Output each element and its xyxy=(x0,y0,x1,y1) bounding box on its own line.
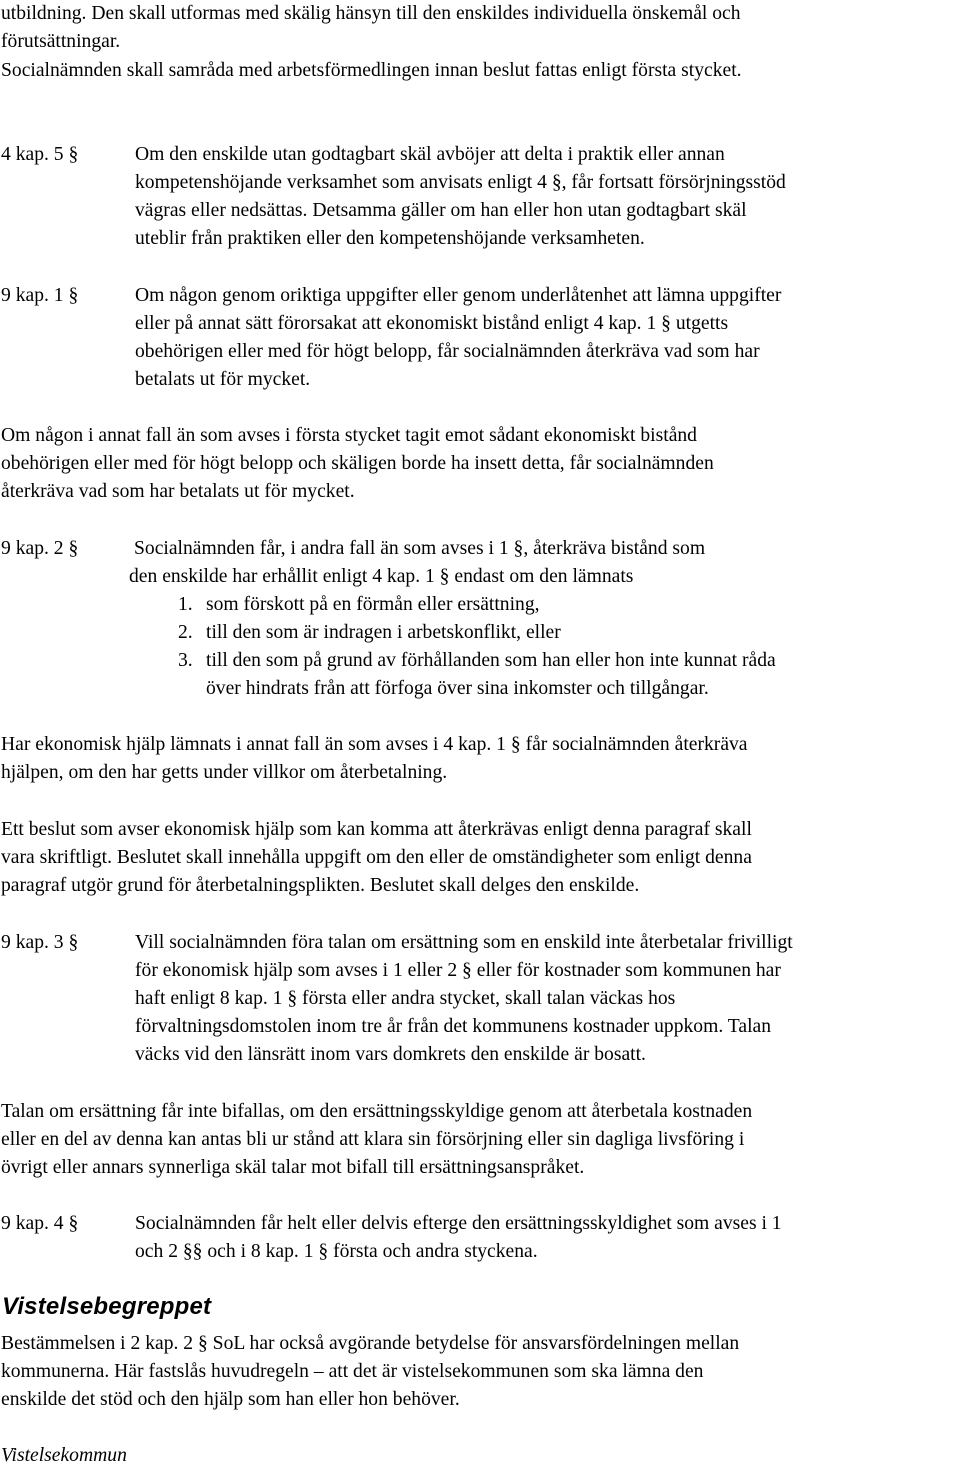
list-item-text: över hindrats från att förfoga över sina inkomster och tillgångar. xyxy=(206,678,709,699)
section-label-9-kap-4: 9 kap. 4 § xyxy=(1,1213,79,1234)
paragraph-utbildning xyxy=(1,0,959,56)
section-text-9-kap-2-cont xyxy=(129,563,633,591)
section-text-4-kap-5 xyxy=(135,141,786,253)
text-line: enskilde det stöd och den hjälp som han eller hon behöver. xyxy=(1,1389,460,1410)
text-line: obehörigen eller med för högt belopp, får socialnämnden återkräva vad som har xyxy=(135,341,760,362)
text-line: eller en del av denna kan antas bli ur stånd att klara sin försörjning eller sin dagliga livsföring i xyxy=(1,1129,745,1150)
list-item xyxy=(178,619,776,647)
text-line: den enskilde har erhållit enligt 4 kap. 1 § endast om den lämnats xyxy=(129,566,634,587)
list-number: 1. xyxy=(178,594,193,615)
text-line: Om någon genom oriktiga uppgifter eller genom underlåtenhet att lämna uppgifter xyxy=(135,285,782,306)
section-text-9-kap-4 xyxy=(135,1210,782,1266)
numbered-list xyxy=(178,591,776,703)
section-label-4-kap-5: 4 kap. 5 § xyxy=(1,144,79,165)
text-line: uteblir från praktiken eller den kompetenshöjande verksamheten. xyxy=(135,228,645,249)
text-line: betalats ut för mycket. xyxy=(135,369,311,390)
text-line: Ett beslut som avser ekonomisk hjälp som kan komma att återkrävas enligt denna paragraf skall xyxy=(1,819,752,840)
text-line: för ekonomisk hjälp som avses i 1 eller 2 § eller för kostnader som kommunen har xyxy=(135,960,781,981)
text-line: obehörigen eller med för högt belopp och skäligen borde ha insett detta, får socialnämnden xyxy=(1,453,714,474)
sub-heading: Vistelsekommun xyxy=(1,1445,127,1466)
text-line: Talan om ersättning får inte bifallas, om den ersättningsskyldige genom att återbetala kostnaden xyxy=(1,1101,753,1122)
list-item-text: till den som är indragen i arbetskonflikt, eller xyxy=(206,622,561,643)
text-line: kommunerna. Här fastslås huvudregeln – att det är vistelsekommunen som ska lämna den xyxy=(1,1361,704,1382)
section-text-9-kap-3 xyxy=(135,929,793,1069)
section-text-9-kap-2 xyxy=(134,535,705,563)
text-line: vara skriftligt. Beslutet skall innehålla uppgift om den eller de omständigheter som enligt denna xyxy=(1,847,752,868)
text-line: utbildning. Den skall utformas med skälig hänsyn till den enskildes individuella önskemål och xyxy=(1,3,741,24)
section-label-9-kap-3: 9 kap. 3 § xyxy=(1,932,79,953)
list-number: 3. xyxy=(178,650,193,671)
text-line: förutsättningar. xyxy=(1,31,121,52)
text-line: hjälpen, om den har getts under villkor om återbetalning. xyxy=(1,762,448,783)
paragraph-hjalp xyxy=(1,731,959,787)
section-text-9-kap-1 xyxy=(135,282,781,394)
text-line: återkräva vad som har betalats ut för mycket. xyxy=(1,481,355,502)
text-line: eller på annat sätt förorsakat att ekonomiskt bistånd enligt 4 kap. 1 § utgetts xyxy=(135,313,729,334)
list-item xyxy=(178,647,776,703)
text-line: vägras eller nedsättas. Detsamma gäller om han eller hon utan godtagbart skäl xyxy=(135,200,747,221)
paragraph-talan xyxy=(1,1098,959,1182)
section-label-9-kap-1: 9 kap. 1 § xyxy=(1,285,79,306)
text-line: Socialnämnden får, i andra fall än som avses i 1 §, återkräva bistånd som xyxy=(134,538,706,559)
text-line: Om den enskilde utan godtagbart skäl avböjer att delta i praktik eller annan xyxy=(135,144,725,165)
text-line: Socialnämnden skall samråda med arbetsförmedlingen innan beslut fattas enligt första stycket. xyxy=(1,60,742,81)
list-number: 2. xyxy=(178,622,193,643)
text-line: Bestämmelsen i 2 kap. 2 § SoL har också avgörande betydelse för ansvarsfördelningen mellan xyxy=(1,1333,740,1354)
paragraph-annat-fall xyxy=(1,422,959,506)
text-line: Vill socialnämnden föra talan om ersättning som en enskild inte återbetalar frivilligt xyxy=(135,932,793,953)
text-line: Socialnämnden får helt eller delvis efterge den ersättningsskyldighet som avses i 1 xyxy=(135,1213,782,1234)
text-line: Har ekonomisk hjälp lämnats i annat fall än som avses i 4 kap. 1 § får socialnämnden återkräva xyxy=(1,734,748,755)
text-line: väcks vid den länsrätt inom vars domkrets den enskilde är bosatt. xyxy=(135,1044,646,1065)
text-line: kompetenshöjande verksamhet som anvisats enligt 4 §, får fortsatt försörjningsstöd xyxy=(135,172,786,193)
paragraph-samrad xyxy=(1,57,959,85)
text-line: haft enligt 8 kap. 1 § första eller andra stycket, skall talan väckas hos xyxy=(135,988,676,1009)
text-line: övrigt eller annars synnerliga skäl talar mot bifall till ersättningsanspråket. xyxy=(1,1157,585,1178)
paragraph-bestammelsen xyxy=(1,1330,959,1414)
text-line: förvaltningsdomstolen inom tre år från det kommunens kostnader uppkom. Talan xyxy=(135,1016,772,1037)
text-line: Om någon i annat fall än som avses i första stycket tagit emot sådant ekonomiskt bistånd xyxy=(1,425,697,446)
list-item-text: som förskott på en förmån eller ersättning, xyxy=(206,594,540,615)
list-item xyxy=(178,591,776,619)
section-label-9-kap-2: 9 kap. 2 § xyxy=(1,538,79,559)
paragraph-beslut xyxy=(1,816,959,900)
text-line: och 2 §§ och i 8 kap. 1 § första och andra styckena. xyxy=(135,1241,538,1262)
text-line: paragraf utgör grund för återbetalningsplikten. Beslutet skall delges den enskilde. xyxy=(1,875,640,896)
section-heading: Vistelsebegreppet xyxy=(2,1293,212,1320)
list-item-text: till den som på grund av förhållanden som han eller hon inte kunnat råda xyxy=(206,650,776,671)
